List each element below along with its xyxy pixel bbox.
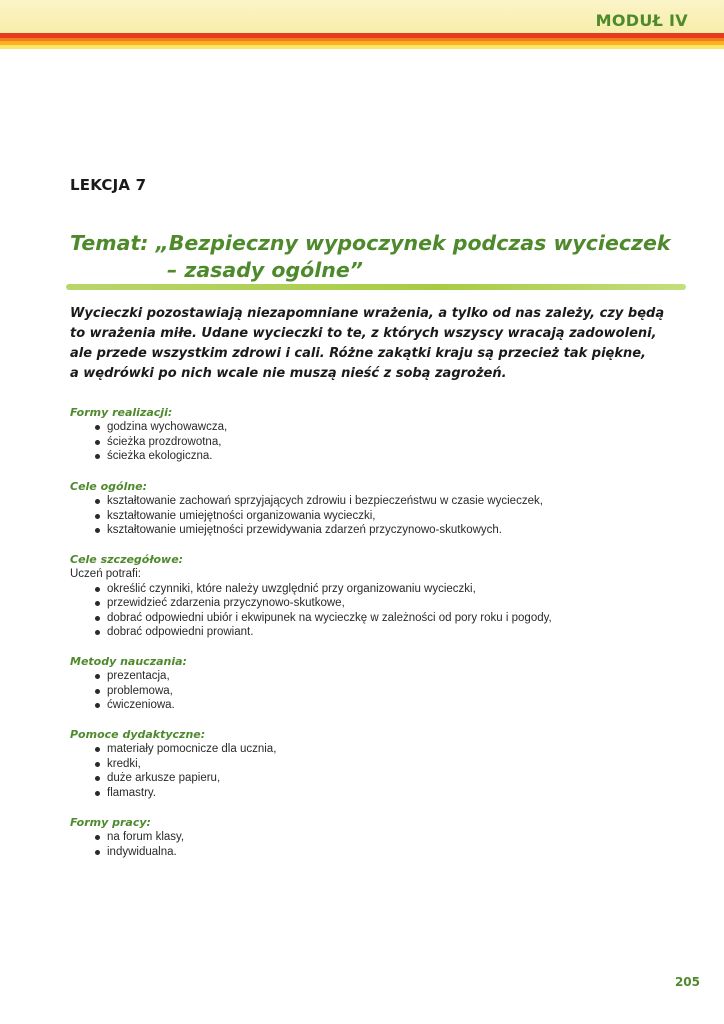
section-title: Cele szczegółowe: — [70, 553, 184, 566]
section-general-goals — [70, 479, 670, 538]
intro-line: Wycieczki pozostawiają niezapomniane wrażenia, a tylko od nas zależy, czy będą — [70, 306, 665, 321]
list-item: prezentacja, — [95, 669, 670, 684]
topic-underline — [66, 284, 686, 290]
list-item: indywidualna. — [95, 845, 670, 860]
intro-line: a wędrówki po nich wcale nie muszą nieść z sobą zagrożeń. — [70, 366, 507, 381]
list-item: określić czynniki, które należy uwzględnić przy organizowaniu wycieczki, — [95, 582, 670, 597]
lesson-topic — [70, 230, 710, 284]
section-forms — [70, 405, 670, 464]
list-item: kształtowanie zachowań sprzyjających zdrowiu i bezpieczeństwu w czasie wycieczek, — [95, 494, 670, 509]
bullet-list — [70, 669, 670, 713]
list-item: duże arkusze papieru, — [95, 771, 670, 786]
module-label: MODUŁ IV — [595, 11, 688, 30]
bullet-list — [70, 830, 670, 859]
list-item: kredki, — [95, 757, 670, 772]
list-item: ćwiczeniowa. — [95, 698, 670, 713]
section-title: Cele ogólne: — [70, 480, 148, 493]
topic-line-1: Temat: „Bezpieczny wypoczynek podczas wycieczek — [70, 231, 671, 255]
list-item: dobrać odpowiedni ubiór i ekwipunek na wycieczkę w zależności od pory roku i pogody, — [95, 611, 670, 626]
bullet-list — [70, 420, 670, 464]
list-item: materiały pomocnicze dla ucznia, — [95, 742, 670, 757]
intro-line: ale przede wszystkim zdrowi i cali. Różne zakątki kraju są przecież tak piękne, — [70, 346, 646, 361]
list-item: dobrać odpowiedni prowiant. — [95, 625, 670, 640]
page-header — [0, 0, 724, 52]
bullet-list — [70, 582, 670, 640]
section-title: Pomoce dydaktyczne: — [70, 728, 206, 741]
bullet-list — [70, 494, 670, 538]
list-item: przewidzieć zdarzenia przyczynowo-skutkowe, — [95, 596, 670, 611]
list-item: kształtowanie umiejętności przewidywania zdarzeń przyczynowo-skutkowych. — [95, 523, 670, 538]
list-item: flamastry. — [95, 786, 670, 801]
section-title: Metody nauczania: — [70, 655, 187, 668]
section-title: Formy pracy: — [70, 816, 151, 829]
list-item: problemowa, — [95, 684, 670, 699]
list-item: kształtowanie umiejętności organizowania wycieczki, — [95, 509, 670, 524]
intro-line: to wrażenia miłe. Udane wycieczki to te, z których wszyscy wracają zadowoleni, — [70, 326, 657, 341]
topic-line-2: – zasady ogólne” — [167, 258, 363, 282]
header-stripe-yellow — [0, 45, 724, 49]
list-item: godzina wychowawcza, — [95, 420, 670, 435]
page-number: 205 — [674, 975, 700, 989]
intro-paragraph — [70, 304, 670, 384]
section-methods — [70, 654, 670, 713]
section-title: Formy realizacji: — [70, 406, 173, 419]
list-item: ścieżka prozdrowotna, — [95, 435, 670, 450]
list-item: ścieżka ekologiczna. — [95, 449, 670, 464]
lesson-number: LEKCJA 7 — [70, 176, 147, 194]
section-lead: Uczeń potrafi: — [70, 568, 141, 580]
list-item: na forum klasy, — [95, 830, 670, 845]
section-aids — [70, 727, 670, 800]
bullet-list — [70, 742, 670, 800]
section-specific-goals — [70, 552, 670, 640]
section-work-forms — [70, 815, 670, 859]
